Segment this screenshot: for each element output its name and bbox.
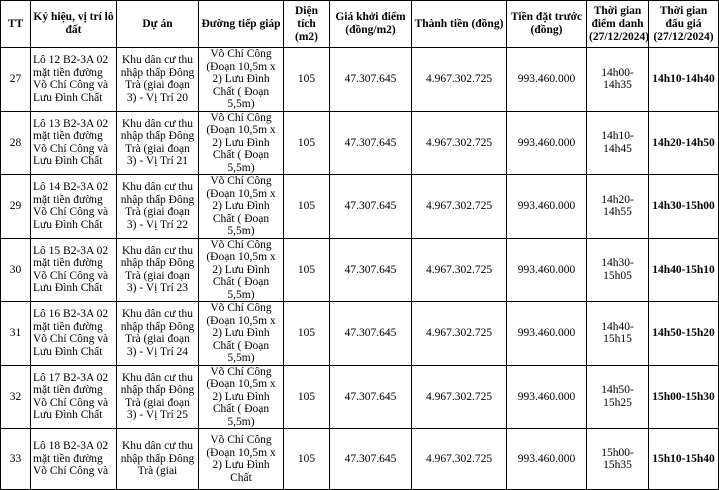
header-dau-gia: Thời gian đấu giá (27/12/2024) [649, 1, 719, 48]
cell-project: Khu dân cư thu nhập thấp Đông Trà (giai đoạn 3) - Vị Trí 23 [117, 238, 199, 302]
header-dat-truoc: Tiền đặt trước (đồng) [507, 1, 587, 48]
cell-project: Khu dân cư thu nhập thấp Đông Trà (giai đoạn 3) - Vị Trí 25 [117, 365, 199, 429]
cell-area: 105 [284, 302, 330, 366]
cell-deposit: 993.460.000 [507, 175, 587, 239]
cell-checkin-time: 14h10-14h45 [587, 111, 649, 175]
cell-checkin-time: 14h40-15h15 [587, 302, 649, 366]
cell-price: 47.307.645 [330, 302, 412, 366]
cell-total: 4.967.302.725 [412, 302, 507, 366]
cell-project: Khu dân cư thu nhập thấp Đông Trà (giai đoạn 3) - Vị Trí 21 [117, 111, 199, 175]
cell-lot: Lô 17 B2-3A 02 mặt tiền đường Võ Chí Công và Lưu Đình Chất [31, 365, 117, 429]
cell-checkin-time: 14h20-14h55 [587, 175, 649, 239]
cell-tt: 29 [1, 175, 31, 239]
cell-tt: 30 [1, 238, 31, 302]
cell-total: 4.967.302.725 [412, 238, 507, 302]
cell-lot: Lô 16 B2-3A 02 mặt tiền đường Võ Chí Công và Lưu Đình Chất [31, 302, 117, 366]
cell-checkin-time: 14h30-15h05 [587, 238, 649, 302]
table-row [1, 175, 719, 239]
cell-price: 47.307.645 [330, 111, 412, 175]
cell-auction-time: 14h40-15h10 [649, 238, 719, 302]
table-row [1, 302, 719, 366]
cell-lot: Lô 13 B2-3A 02 mặt tiền đường Võ Chí Công và Lưu Đình Chất [31, 111, 117, 175]
cell-tt: 31 [1, 302, 31, 366]
cell-lot: Lô 18 B2-3A 02 mặt tiền đường Võ Chí Công và [31, 429, 117, 490]
cell-lot: Lô 12 B2-3A 02 mặt tiền đường Võ Chí Công và Lưu Đình Chất [31, 48, 117, 112]
cell-tt: 33 [1, 429, 31, 490]
table-row [1, 429, 719, 490]
cell-total: 4.967.302.725 [412, 365, 507, 429]
cell-project: Khu dân cư thu nhập thấp Đông Trà (giai đoạn 3) - Vị Trí 24 [117, 302, 199, 366]
cell-auction-time: 15h10-15h40 [649, 429, 719, 490]
cell-price: 47.307.645 [330, 175, 412, 239]
table-row [1, 48, 719, 112]
table-row [1, 365, 719, 429]
cell-lot: Lô 15 B2-3A 02 mặt tiền đường Võ Chí Công và Lưu Đình Chất [31, 238, 117, 302]
cell-area: 105 [284, 111, 330, 175]
cell-road: Võ Chí Công (Đoạn 10,5m x 2) Lưu Đình Chất ( Đoạn 5,5m) [199, 302, 284, 366]
header-tt: TT [1, 1, 31, 48]
cell-checkin-time: 15h00-15h35 [587, 429, 649, 490]
cell-total: 4.967.302.725 [412, 175, 507, 239]
cell-deposit: 993.460.000 [507, 238, 587, 302]
cell-area: 105 [284, 238, 330, 302]
cell-lot: Lô 14 B2-3A 02 mặt tiền đường Võ Chí Công và Lưu Đình Chất [31, 175, 117, 239]
table-row [1, 238, 719, 302]
cell-deposit: 993.460.000 [507, 429, 587, 490]
header-duong: Đường tiếp giáp [199, 1, 284, 48]
cell-checkin-time: 14h00-14h35 [587, 48, 649, 112]
cell-area: 105 [284, 365, 330, 429]
header-ky-hieu: Ký hiệu, vị trí lô đất [31, 1, 117, 48]
header-dien-tich: Diện tích (m2) [284, 1, 330, 48]
table-row [1, 111, 719, 175]
cell-road: Võ Chí Công (Đoạn 10,5m x 2) Lưu Đình Chất ( Đoạn 5,5m) [199, 238, 284, 302]
cell-area: 105 [284, 429, 330, 490]
header-gia: Giá khởi điểm (đồng/m2) [330, 1, 412, 48]
cell-project: Khu dân cư thu nhập thấp Đông Trà (giai đoạn 3) - Vị Trí 20 [117, 48, 199, 112]
cell-price: 47.307.645 [330, 238, 412, 302]
cell-price: 47.307.645 [330, 365, 412, 429]
cell-auction-time: 14h20-14h50 [649, 111, 719, 175]
cell-area: 105 [284, 48, 330, 112]
cell-tt: 32 [1, 365, 31, 429]
cell-road: Võ Chí Công (Đoạn 10,5m x 2) Lưu Đình Chất ( Đoạn 5,5m) [199, 365, 284, 429]
header-thanh-tien: Thành tiền (đồng) [412, 1, 507, 48]
cell-area: 105 [284, 175, 330, 239]
cell-total: 4.967.302.725 [412, 429, 507, 490]
cell-checkin-time: 14h50-15h25 [587, 365, 649, 429]
cell-total: 4.967.302.725 [412, 48, 507, 112]
cell-road: Võ Chí Công (Đoạn 10,5m x 2) Lưu Đình Chất ( Đoạn 5,5m) [199, 175, 284, 239]
header-du-an: Dự án [117, 1, 199, 48]
cell-auction-time: 15h00-15h30 [649, 365, 719, 429]
cell-project: Khu dân cư thu nhập thấp Đông Trà (giai đoạn 3) - Vị Trí 22 [117, 175, 199, 239]
cell-tt: 28 [1, 111, 31, 175]
cell-project: Khu dân cư thu nhập thấp Đông Trà (giai [117, 429, 199, 490]
cell-auction-time: 14h50-15h20 [649, 302, 719, 366]
cell-price: 47.307.645 [330, 429, 412, 490]
cell-deposit: 993.460.000 [507, 302, 587, 366]
cell-road: Võ Chí Công (Đoạn 10,5m x 2) Lưu Đình Chất ( Đoạn 5,5m) [199, 48, 284, 112]
cell-price: 47.307.645 [330, 48, 412, 112]
cell-road: Võ Chí Công (Đoạn 10,5m x 2) Lưu Đình Chất [199, 429, 284, 490]
cell-total: 4.967.302.725 [412, 111, 507, 175]
cell-auction-time: 14h10-14h40 [649, 48, 719, 112]
header-diem-danh: Thời gian điểm danh (27/12/2024) [587, 1, 649, 48]
header-row [1, 1, 719, 48]
cell-tt: 27 [1, 48, 31, 112]
cell-road: Võ Chí Công (Đoạn 10,5m x 2) Lưu Đình Chất ( Đoạn 5,5m) [199, 111, 284, 175]
cell-deposit: 993.460.000 [507, 48, 587, 112]
cell-auction-time: 14h30-15h00 [649, 175, 719, 239]
cell-deposit: 993.460.000 [507, 365, 587, 429]
cell-deposit: 993.460.000 [507, 111, 587, 175]
